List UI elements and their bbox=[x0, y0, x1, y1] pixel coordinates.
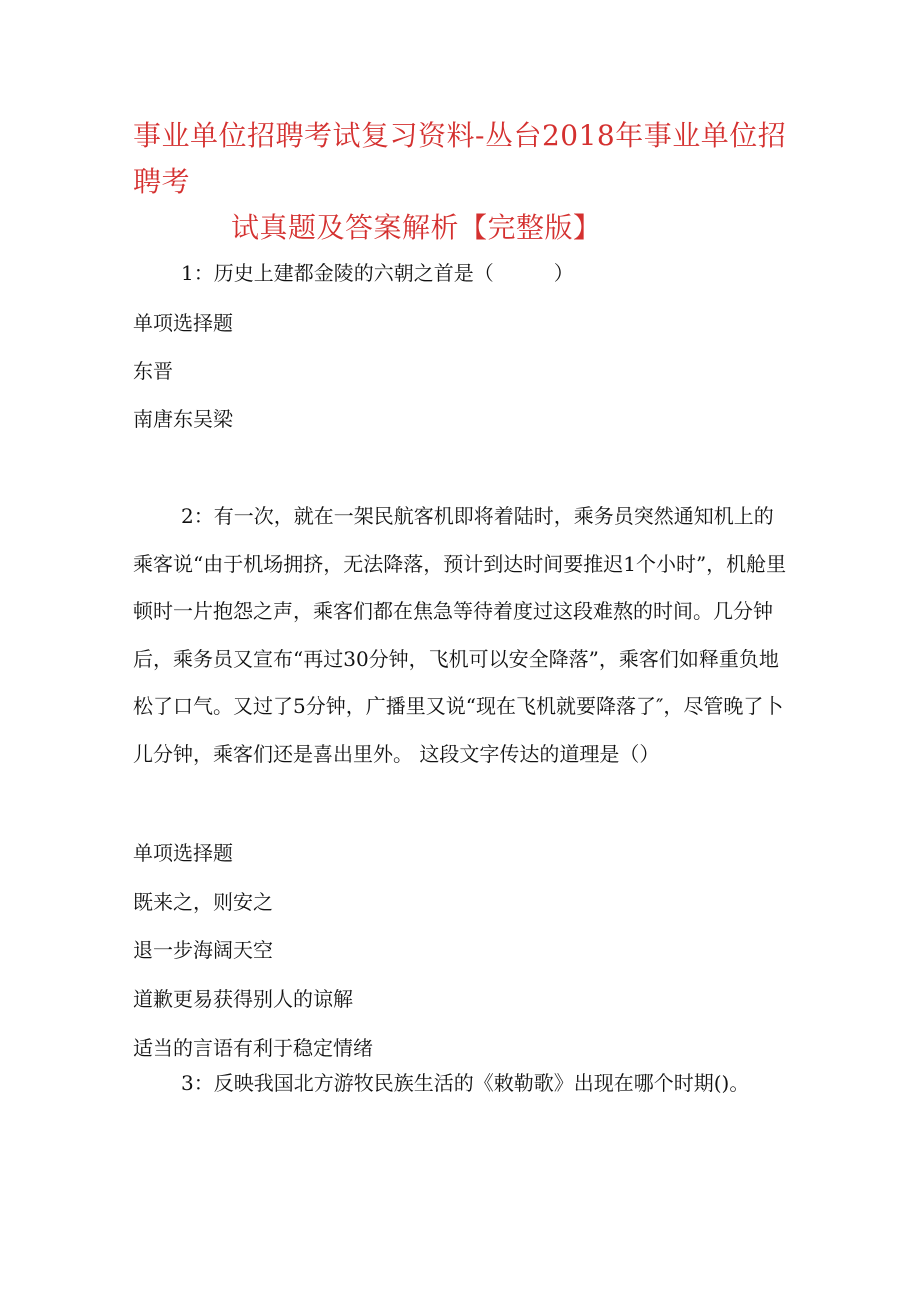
question-2-option-3: 道歉更易获得别人的谅解 bbox=[133, 987, 353, 1011]
document-title-line1: 事业单位招聘考试复习资料-丛台2018年事业单位招聘考 bbox=[133, 119, 787, 198]
document-title-line2: 试真题及答案解析【完整版】 bbox=[231, 211, 602, 244]
question-1-type: 单项选择题 bbox=[133, 311, 233, 335]
question-1-text: 1：历史上建都金陵的六朝之首是（ ） bbox=[181, 261, 574, 285]
question-1-option-2: 南唐东吴梁 bbox=[133, 407, 233, 431]
question-2-option-2: 退一步海阔天空 bbox=[133, 938, 273, 962]
question-2-option-1: 既来之，则安之 bbox=[133, 890, 273, 914]
question-1-option-1: 东晋 bbox=[133, 359, 173, 383]
question-2-text: 2：有一次，就在一架民航客机即将着陆时，乘务员突然通知机上的乘客说“由于机场拥挤，无法降落，预计到达时间要推迟1个小时”，机舱里顿时一片抱怨之声，乘客们都在焦急等待着度过这段难熬的时间。几分钟后，乘务员又宣布“再过30分钟，飞机可以安全降落”，乘客们如释重负地松了口气。又过了5分钟，广播里又说“现在飞机就要降落了″，尽管晚了卜儿分钟，乘客们还是喜出里外。 这段文字传达的道理是（） bbox=[133, 504, 787, 766]
question-3-text: 3：反映我国北方游牧民族生活的《敕勒歌》出现在哪个时期()。 bbox=[181, 1071, 750, 1095]
question-2-type: 单项选择题 bbox=[133, 841, 233, 865]
document-title bbox=[133, 113, 793, 251]
question-2-option-4: 适当的言语有利于稳定情绪 bbox=[133, 1036, 373, 1060]
